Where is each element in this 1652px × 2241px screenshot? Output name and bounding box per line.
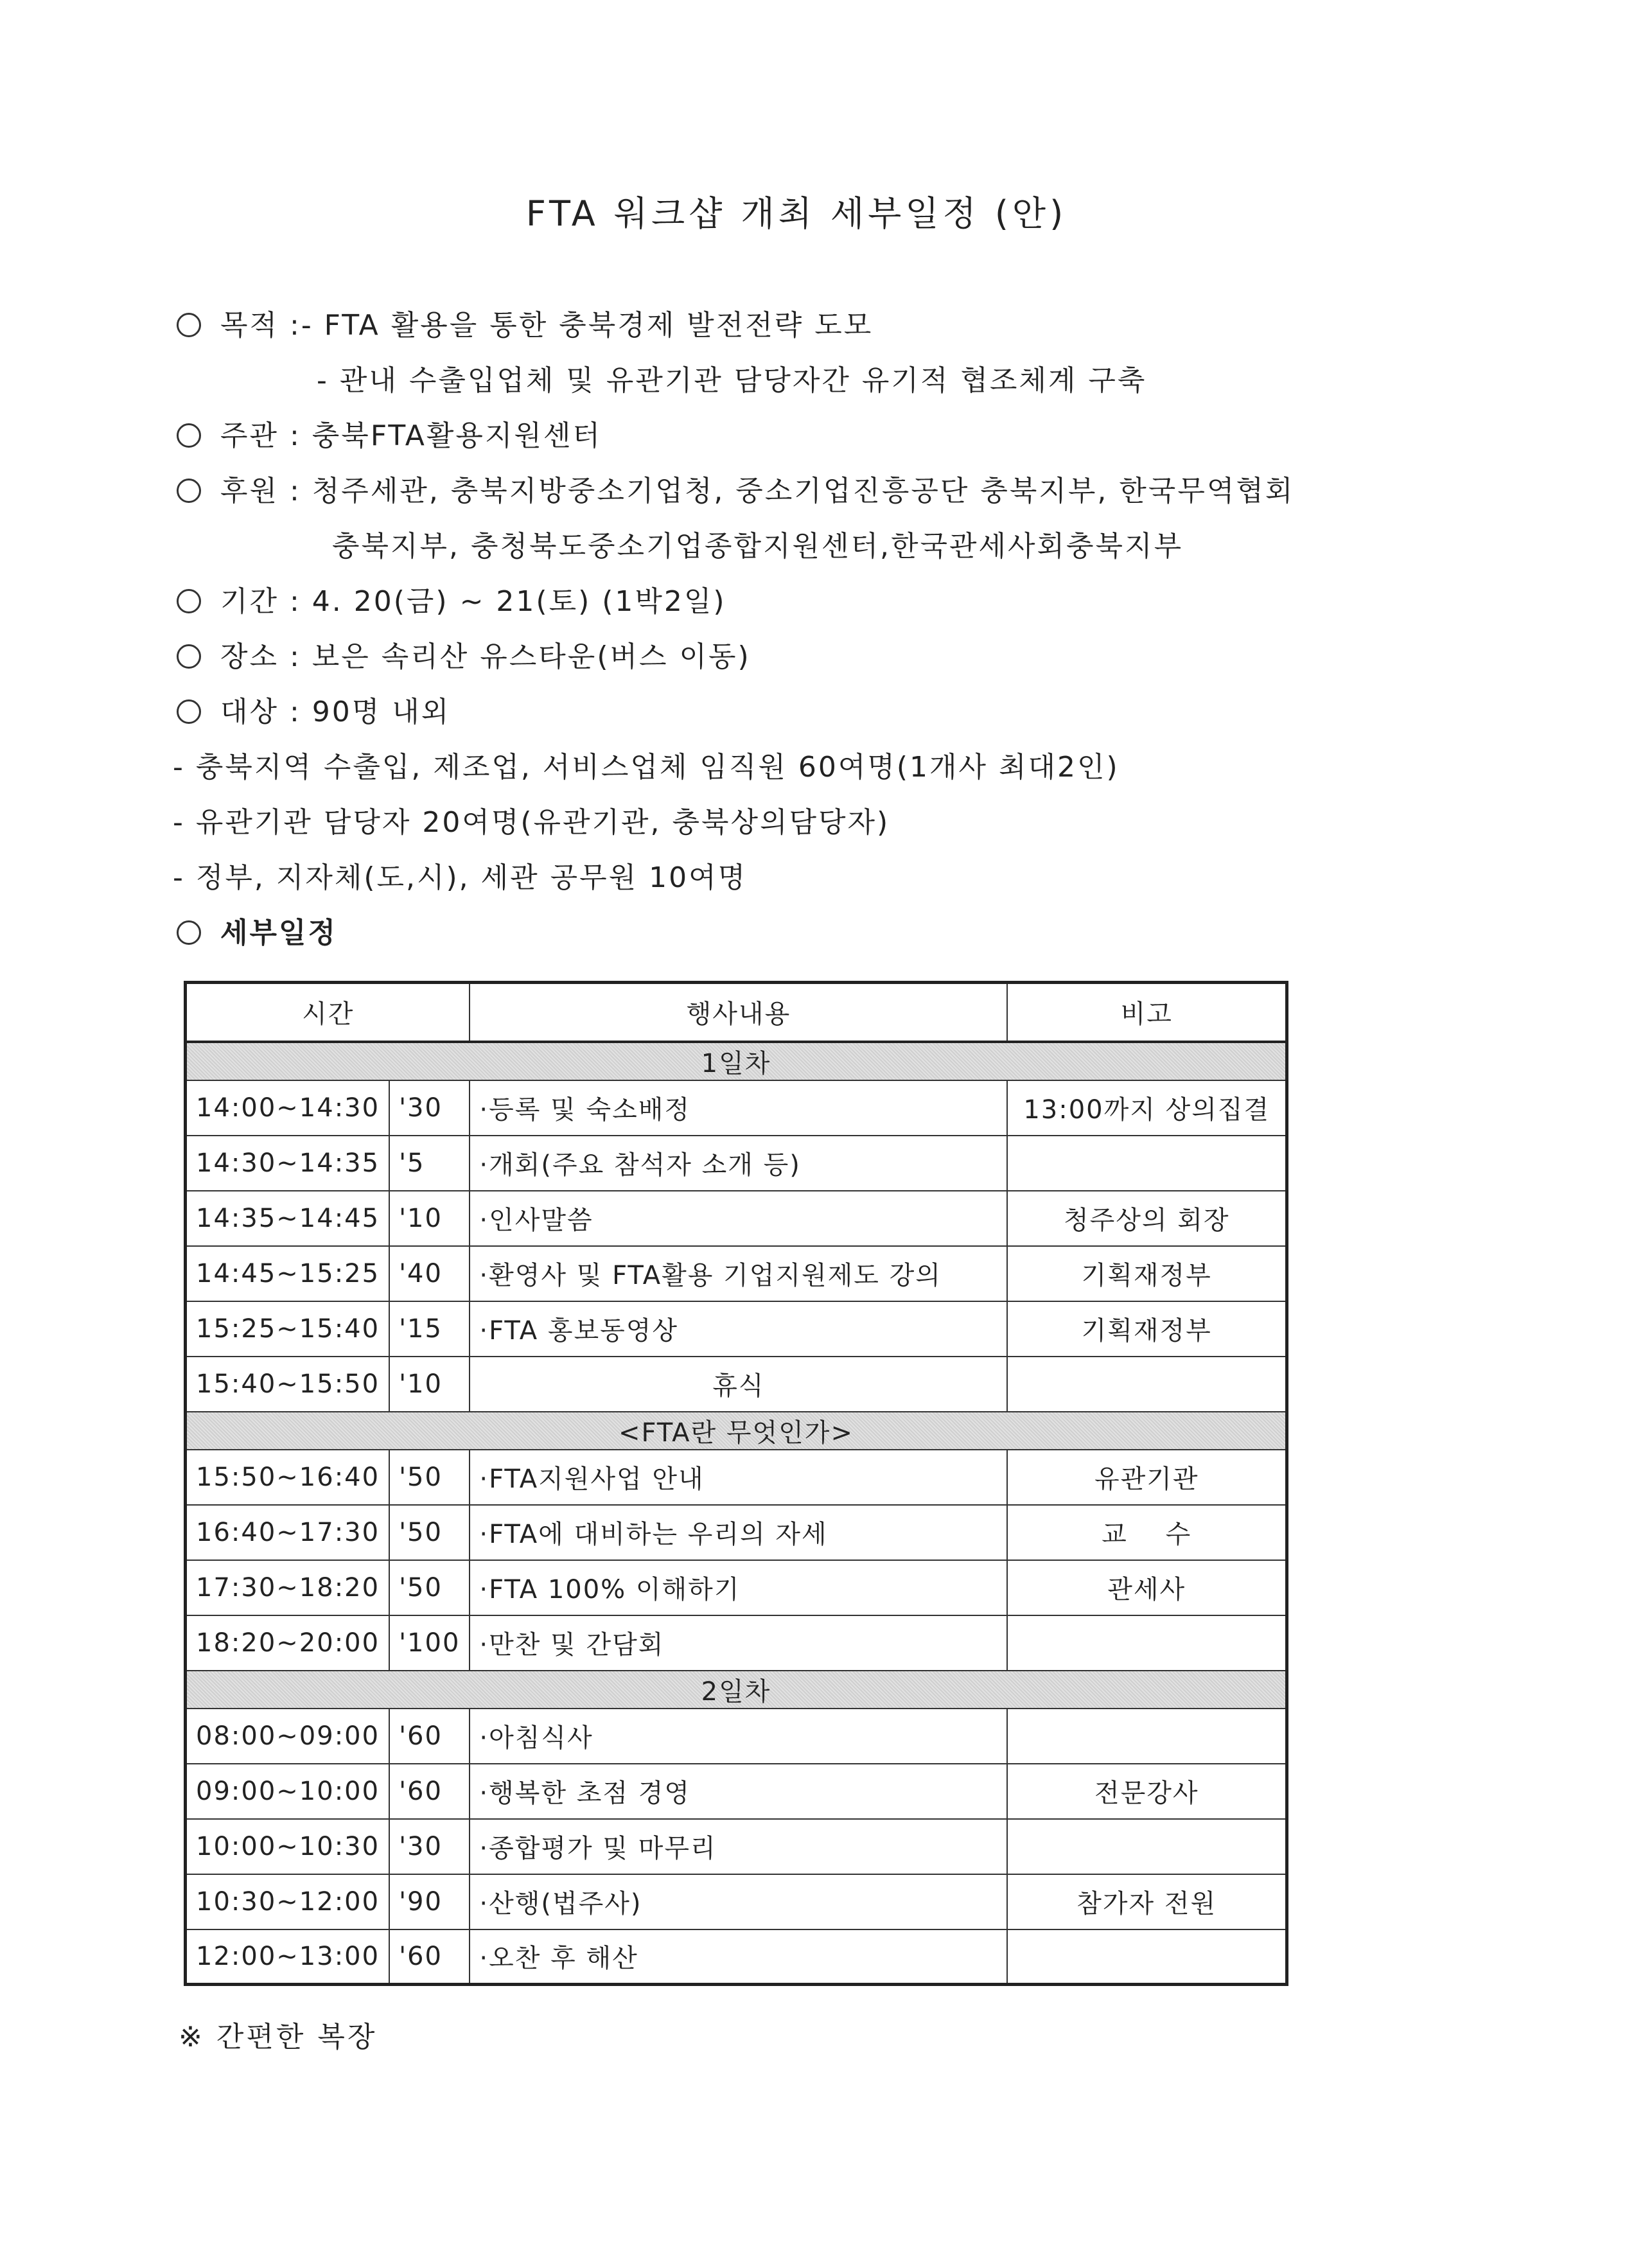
row-activity: ·오찬 후 해산 [470, 1929, 1007, 1985]
row-note [1007, 1709, 1287, 1764]
row-note: 기획재정부 [1007, 1301, 1287, 1357]
row-time: 18:20~20:00 [186, 1615, 390, 1671]
schedule-table [184, 981, 1288, 1986]
row-time: 10:00~10:30 [186, 1819, 390, 1874]
section-divider-row [186, 1412, 1287, 1450]
row-duration: '10 [389, 1191, 470, 1246]
row-time: 14:00~14:30 [186, 1080, 390, 1136]
table-row [186, 1301, 1287, 1357]
bullet-circle-icon [177, 423, 201, 448]
header-note: 비고 [1007, 983, 1287, 1042]
row-note: 청주상의 회장 [1007, 1191, 1287, 1246]
table-row [186, 1450, 1287, 1505]
schedule-heading-line [177, 910, 337, 951]
bullet-circle-icon [177, 699, 201, 724]
purpose-text: 목적 :- FTA 활용을 통한 충북경제 발전전략 도모 [220, 309, 874, 342]
row-activity: ·산행(법주사) [470, 1874, 1007, 1929]
row-activity: ·등록 및 숙소배정 [470, 1080, 1007, 1136]
header-time: 시간 [186, 983, 470, 1042]
row-duration: '40 [389, 1246, 470, 1301]
day-divider-row [186, 1671, 1287, 1709]
table-row [186, 1357, 1287, 1412]
sponsor-line-2: 충북지부, 충청북도중소기업종합지원센터,한국관세사회충북지부 [332, 530, 1184, 563]
sponsor-text: 후원 : 청주세관, 충북지방중소기업청, 중소기업진흥공단 충북지부, 한국무역협회 [220, 475, 1295, 507]
row-duration: '15 [389, 1301, 470, 1357]
day1-label: 1일차 [186, 1042, 1287, 1080]
row-time: 14:45~15:25 [186, 1246, 390, 1301]
table-row [186, 1246, 1287, 1301]
row-duration: '30 [389, 1080, 470, 1136]
footnote: ※ 간편한 복장 [179, 2021, 378, 2053]
table-row [186, 1136, 1287, 1191]
row-note: 참가자 전원 [1007, 1874, 1287, 1929]
row-duration: '60 [389, 1929, 470, 1985]
row-duration: '30 [389, 1819, 470, 1874]
bullet-circle-icon [177, 644, 201, 669]
schedule-heading: 세부일정 [220, 917, 338, 949]
target-text: 대상 : 90명 내외 [220, 696, 451, 728]
target-item-2: - 유관기관 담당자 20여명(유관기관, 충북상의담당자) [173, 806, 890, 839]
row-duration: '5 [389, 1136, 470, 1191]
row-note [1007, 1136, 1287, 1191]
row-note [1007, 1615, 1287, 1671]
purpose-line [177, 302, 873, 343]
row-duration: '100 [389, 1615, 470, 1671]
row-note [1007, 1929, 1287, 1985]
row-note: 기획재정부 [1007, 1246, 1287, 1301]
table-row [186, 1929, 1287, 1985]
day-divider-row [186, 1042, 1287, 1080]
row-activity: 휴식 [470, 1357, 1007, 1412]
row-duration: '50 [389, 1560, 470, 1615]
bullet-circle-icon [177, 479, 201, 503]
row-activity: ·개회(주요 참석자 소개 등) [470, 1136, 1007, 1191]
table-row [186, 1560, 1287, 1615]
place-text: 장소 : 보은 속리산 유스타운(버스 이동) [220, 640, 751, 673]
table-row [186, 1080, 1287, 1136]
row-time: 14:30~14:35 [186, 1136, 390, 1191]
purpose-line-2: - 관내 수출입업체 및 유관기관 담당자간 유기적 협조체계 구축 [317, 364, 1147, 397]
row-time: 10:30~12:00 [186, 1874, 390, 1929]
target-line [177, 689, 450, 730]
section-label: <FTA란 무엇인가> [186, 1412, 1287, 1450]
row-duration: '50 [389, 1505, 470, 1560]
table-row [186, 1709, 1287, 1764]
row-activity: ·행복한 초점 경영 [470, 1764, 1007, 1819]
row-activity: ·아침식사 [470, 1709, 1007, 1764]
row-note: 전문강사 [1007, 1764, 1287, 1819]
row-time: 08:00~09:00 [186, 1709, 390, 1764]
row-duration: '10 [389, 1357, 470, 1412]
target-item-3: - 정부, 지자체(도,시), 세관 공무원 10여명 [173, 861, 748, 894]
document-title: FTA 워크샵 개최 세부일정 (안) [525, 193, 1068, 234]
row-time: 15:50~16:40 [186, 1450, 390, 1505]
row-note [1007, 1819, 1287, 1874]
sponsor-line [177, 468, 1294, 509]
row-time: 15:40~15:50 [186, 1357, 390, 1412]
bullet-circle-icon [177, 313, 201, 337]
row-duration: '50 [389, 1450, 470, 1505]
row-time: 09:00~10:00 [186, 1764, 390, 1819]
row-note: 유관기관 [1007, 1450, 1287, 1505]
row-duration: '90 [389, 1874, 470, 1929]
row-activity: ·FTA에 대비하는 우리의 자세 [470, 1505, 1007, 1560]
period-text: 기간 : 4. 20(금) ~ 21(토) (1박2일) [220, 585, 726, 618]
row-activity: ·인사말씀 [470, 1191, 1007, 1246]
row-note: 관세사 [1007, 1560, 1287, 1615]
table-header-row [186, 983, 1287, 1042]
row-activity: ·만찬 및 간담회 [470, 1615, 1007, 1671]
row-time: 15:25~15:40 [186, 1301, 390, 1357]
row-activity: ·FTA지원사업 안내 [470, 1450, 1007, 1505]
row-activity: ·FTA 홍보동영상 [470, 1301, 1007, 1357]
row-note: 교 수 [1007, 1505, 1287, 1560]
row-time: 17:30~18:20 [186, 1560, 390, 1615]
row-note [1007, 1357, 1287, 1412]
row-duration: '60 [389, 1764, 470, 1819]
host-line [177, 412, 602, 453]
row-note: 13:00까지 상의집결 [1007, 1080, 1287, 1136]
place-line [177, 633, 751, 674]
target-item-1: - 충북지역 수출입, 제조업, 서비스업체 임직원 60여명(1개사 최대2인) [173, 751, 1120, 784]
table-row [186, 1764, 1287, 1819]
day2-label: 2일차 [186, 1671, 1287, 1709]
row-duration: '60 [389, 1709, 470, 1764]
row-activity: ·FTA 100% 이해하기 [470, 1560, 1007, 1615]
row-activity: ·환영사 및 FTA활용 기업지원제도 강의 [470, 1246, 1007, 1301]
host-text: 주관 : 충북FTA활용지원센터 [220, 419, 602, 452]
bullet-circle-icon [177, 920, 201, 945]
table-row [186, 1819, 1287, 1874]
row-time: 12:00~13:00 [186, 1929, 390, 1985]
bullet-circle-icon [177, 589, 201, 613]
row-time: 14:35~14:45 [186, 1191, 390, 1246]
table-row [186, 1191, 1287, 1246]
table-row [186, 1874, 1287, 1929]
row-activity: ·종합평가 및 마무리 [470, 1819, 1007, 1874]
row-time: 16:40~17:30 [186, 1505, 390, 1560]
period-line [177, 578, 726, 619]
table-row [186, 1505, 1287, 1560]
header-content: 행사내용 [470, 983, 1007, 1042]
table-row [186, 1615, 1287, 1671]
